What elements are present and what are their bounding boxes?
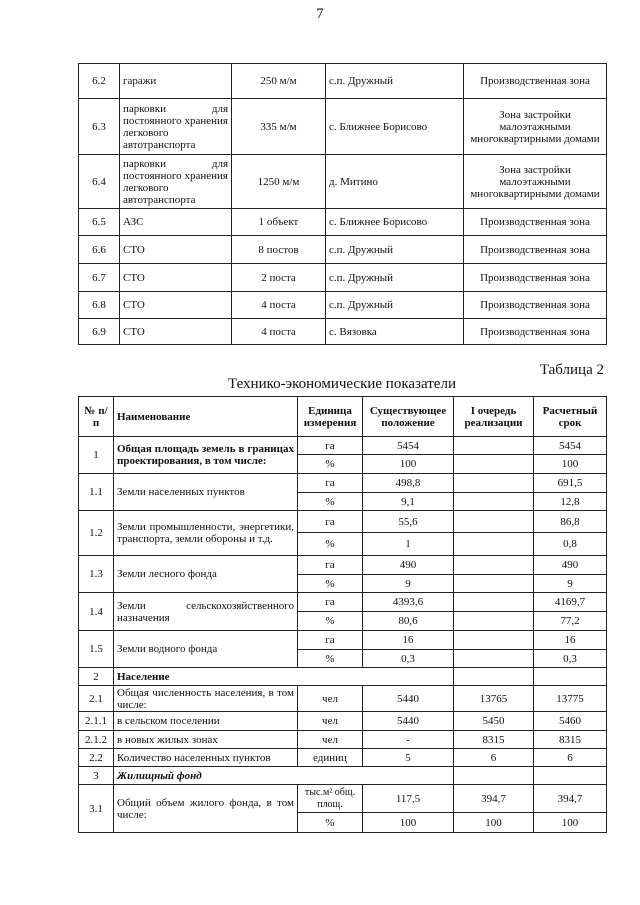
- zone: Производственная зона: [464, 292, 607, 319]
- row-number: 2.2: [79, 749, 114, 767]
- row-number: 2: [79, 668, 114, 686]
- target: 9: [534, 575, 607, 593]
- object-name: СТО: [120, 264, 232, 292]
- table-row: [79, 712, 607, 731]
- row-number: 6.8: [79, 292, 120, 319]
- unit: %: [298, 493, 363, 511]
- table-row: [79, 731, 607, 749]
- zone: Зона застройки малоэтажными многоквартирными домами: [464, 155, 607, 209]
- location: д. Митино: [326, 155, 464, 209]
- existing: 490: [363, 556, 454, 575]
- target: 8315: [534, 731, 607, 749]
- row-number: 2.1.2: [79, 731, 114, 749]
- target: 86,8: [534, 511, 607, 533]
- table-label: Таблица 2: [539, 362, 604, 378]
- unit: единиц: [298, 749, 363, 767]
- unit: тыс.м² общ. площ.: [298, 785, 363, 813]
- table-row: [79, 292, 607, 319]
- target: 100: [534, 455, 607, 474]
- facilities-table: [78, 63, 607, 345]
- capacity: 4 поста: [232, 292, 326, 319]
- table-row: [79, 319, 607, 345]
- first-stage: [454, 612, 534, 631]
- existing: 117,5: [363, 785, 454, 813]
- first-stage: [454, 556, 534, 575]
- unit: %: [298, 575, 363, 593]
- location: с. Вязовка: [326, 319, 464, 345]
- existing: 5: [363, 749, 454, 767]
- first-stage: 13765: [454, 686, 534, 712]
- capacity: 335 м/м: [232, 99, 326, 155]
- table-row: [79, 474, 607, 493]
- target: 12,8: [534, 493, 607, 511]
- table-title: Технико-экономические показатели: [228, 376, 456, 392]
- object-name: гаражи: [120, 64, 232, 99]
- zone: Производственная зона: [464, 236, 607, 264]
- first-stage: [454, 593, 534, 612]
- row-number: 6.7: [79, 264, 120, 292]
- table-row: [79, 749, 607, 767]
- indicator-name: Земли населенных пунктов: [114, 474, 298, 511]
- table-row: [79, 631, 607, 650]
- zone: Производственная зона: [464, 319, 607, 345]
- first-stage: 6: [454, 749, 534, 767]
- row-number: 1.3: [79, 556, 114, 593]
- table-row: [79, 209, 607, 236]
- first-stage: [454, 631, 534, 650]
- first-stage: [454, 575, 534, 593]
- indicators-table: [78, 396, 607, 833]
- section-row: [79, 668, 607, 686]
- target: 394,7: [534, 785, 607, 813]
- existing: 1: [363, 533, 454, 556]
- unit: га: [298, 631, 363, 650]
- unit: га: [298, 593, 363, 612]
- existing: 100: [363, 455, 454, 474]
- first-stage: [454, 533, 534, 556]
- object-name: СТО: [120, 292, 232, 319]
- indicator-name: Общая площадь земель в границах проектирования, в том числе:: [114, 437, 298, 474]
- row-number: 6.9: [79, 319, 120, 345]
- target: 5454: [534, 437, 607, 455]
- indicator-name: Количество населенных пунктов: [114, 749, 298, 767]
- table-row: [79, 155, 607, 209]
- row-number: 1.4: [79, 593, 114, 631]
- unit: чел: [298, 686, 363, 712]
- existing: 9: [363, 575, 454, 593]
- existing: 16: [363, 631, 454, 650]
- row-number: 1: [79, 437, 114, 474]
- existing: 4393,6: [363, 593, 454, 612]
- target: 0,3: [534, 650, 607, 668]
- zone: Производственная зона: [464, 264, 607, 292]
- object-name: парковки для постоянного хранения легкового автотранспорта: [120, 155, 232, 209]
- row-number: 2.1: [79, 686, 114, 712]
- indicator-name: Общий объем жилого фонда, в том числе:: [114, 785, 298, 833]
- unit: %: [298, 612, 363, 631]
- target: 16: [534, 631, 607, 650]
- indicator-name: Общая численность населения, в том числе:: [114, 686, 298, 712]
- row-number: 6.2: [79, 64, 120, 99]
- row-number: 6.5: [79, 209, 120, 236]
- capacity: 1 объект: [232, 209, 326, 236]
- row-number: 2.1.1: [79, 712, 114, 731]
- first-stage: 394,7: [454, 785, 534, 813]
- existing: 55,6: [363, 511, 454, 533]
- target: 691,5: [534, 474, 607, 493]
- unit: га: [298, 474, 363, 493]
- table-row: [79, 264, 607, 292]
- empty-cell: [534, 668, 607, 686]
- location: с. Ближнее Борисово: [326, 99, 464, 155]
- first-stage: [454, 493, 534, 511]
- empty-cell: [454, 767, 534, 785]
- existing: 9,1: [363, 493, 454, 511]
- first-stage: [454, 511, 534, 533]
- row-number: 6.6: [79, 236, 120, 264]
- unit: га: [298, 556, 363, 575]
- existing: -: [363, 731, 454, 749]
- column-header: Расчетный срок: [534, 397, 607, 437]
- column-header: Наименование: [114, 397, 298, 437]
- object-name: СТО: [120, 319, 232, 345]
- table-row: [79, 437, 607, 455]
- table-row: [79, 236, 607, 264]
- capacity: 250 м/м: [232, 64, 326, 99]
- existing: 80,6: [363, 612, 454, 631]
- first-stage: [454, 474, 534, 493]
- first-stage: [454, 455, 534, 474]
- object-name: СТО: [120, 236, 232, 264]
- table-row: [79, 785, 607, 813]
- unit: га: [298, 511, 363, 533]
- existing: 5440: [363, 686, 454, 712]
- capacity: 2 поста: [232, 264, 326, 292]
- table-row: [79, 556, 607, 575]
- target: 490: [534, 556, 607, 575]
- empty-cell: [454, 668, 534, 686]
- indicator-name: Земли лесного фонда: [114, 556, 298, 593]
- zone: Производственная зона: [464, 209, 607, 236]
- section-row: [79, 767, 607, 785]
- target: 6: [534, 749, 607, 767]
- location: с.п. Дружный: [326, 236, 464, 264]
- table-row: [79, 99, 607, 155]
- existing: 100: [363, 813, 454, 833]
- target: 5460: [534, 712, 607, 731]
- table-row: [79, 686, 607, 712]
- column-header: № п/п: [79, 397, 114, 437]
- first-stage: 100: [454, 813, 534, 833]
- capacity: 1250 м/м: [232, 155, 326, 209]
- unit: %: [298, 533, 363, 556]
- location: с.п. Дружный: [326, 64, 464, 99]
- zone: Зона застройки малоэтажными многоквартирными домами: [464, 99, 607, 155]
- section-name: Население: [114, 668, 454, 686]
- page-number: 7: [316, 6, 324, 22]
- row-number: 3.1: [79, 785, 114, 833]
- existing: 5454: [363, 437, 454, 455]
- existing: 5440: [363, 712, 454, 731]
- indicator-name: Земли сельскохозяйственного назначения: [114, 593, 298, 631]
- target: 4169,7: [534, 593, 607, 612]
- row-number: 6.4: [79, 155, 120, 209]
- object-name: парковки для постоянного хранения легкового автотранспорта: [120, 99, 232, 155]
- table-row: [79, 593, 607, 612]
- object-name: АЗС: [120, 209, 232, 236]
- row-number: 1.2: [79, 511, 114, 556]
- indicator-name: Земли промышленности, энергетики, транспорта, земли обороны и т.д.: [114, 511, 298, 556]
- target: 100: [534, 813, 607, 833]
- first-stage: 8315: [454, 731, 534, 749]
- row-number: 6.3: [79, 99, 120, 155]
- location: с.п. Дружный: [326, 264, 464, 292]
- zone: Производственная зона: [464, 64, 607, 99]
- column-header: Существующее положение: [363, 397, 454, 437]
- empty-cell: [534, 767, 607, 785]
- column-header: Единица измерения: [298, 397, 363, 437]
- unit: га: [298, 437, 363, 455]
- location: с. Ближнее Борисово: [326, 209, 464, 236]
- unit: %: [298, 813, 363, 833]
- first-stage: 5450: [454, 712, 534, 731]
- indicator-name: Земли водного фонда: [114, 631, 298, 668]
- first-stage: [454, 650, 534, 668]
- table-row: [79, 511, 607, 533]
- row-number: 3: [79, 767, 114, 785]
- capacity: 8 постов: [232, 236, 326, 264]
- existing: 0,3: [363, 650, 454, 668]
- header-row: [79, 397, 607, 437]
- first-stage: [454, 437, 534, 455]
- location: с.п. Дружный: [326, 292, 464, 319]
- row-number: 1.1: [79, 474, 114, 511]
- section-name: Жилищный фонд: [114, 767, 454, 785]
- column-header: I очередь реализации: [454, 397, 534, 437]
- table-row: [79, 64, 607, 99]
- row-number: 1.5: [79, 631, 114, 668]
- target: 0,8: [534, 533, 607, 556]
- unit: чел: [298, 712, 363, 731]
- unit: %: [298, 455, 363, 474]
- indicator-name: в новых жилых зонах: [114, 731, 298, 749]
- capacity: 4 поста: [232, 319, 326, 345]
- existing: 498,8: [363, 474, 454, 493]
- target: 13775: [534, 686, 607, 712]
- unit: %: [298, 650, 363, 668]
- indicator-name: в сельском поселении: [114, 712, 298, 731]
- unit: чел: [298, 731, 363, 749]
- target: 77,2: [534, 612, 607, 631]
